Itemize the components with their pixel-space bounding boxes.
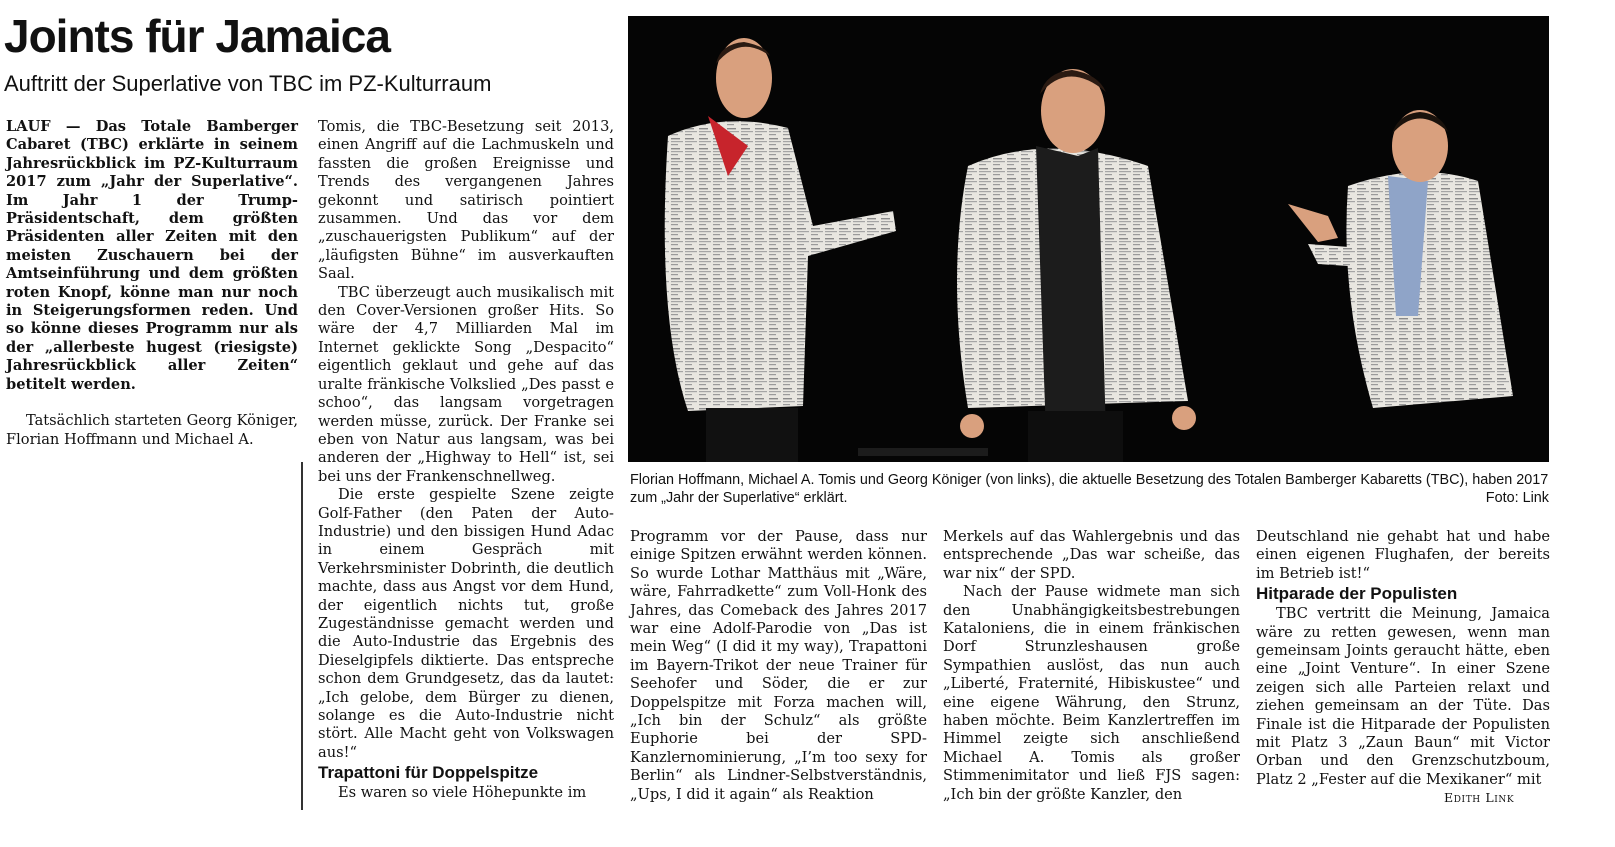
body-paragraph: Deutschland nie gehabt hat und habe einen eigenen Flughafen, der bereits im Betrieb ist!“ [1256,528,1550,582]
body-paragraph: Die erste gespielte Szene zeigte Golf-Father (den Paten der Auto-Industrie) und den bissigen Hund Adac in einem Gespräch mit Verkehrsminister Dobrinth, die deutlich machte, dass aus Angst vor dem Hund, der eigentlich nichts tut, große Zugeständnisse gemacht werden und die Auto-Industrie das Ergebnis des Dieselgipfels diktierte. Das entspreche schon dem Grundgesetz, das da lautet: „Ich gelobe, dem Bürger zu dienen, solange es die Auto-Industrie nicht stört. Alle Macht geht von Volkswagen aus!“ [318,486,614,761]
text-column-5 [1256,528,1550,789]
performers-illustration [628,16,1549,462]
headline: Joints für Jamaica [4,10,390,62]
subheading: Trapattoni für Doppelspitze [318,763,539,783]
subheadline: Auftritt der Superlative von TBC im PZ-Kulturraum [4,71,492,96]
body-paragraph: TBC überzeugt auch musikalisch mit den Cover-Versionen großer Hits. So wäre der 4,7 Milliarden Mal im Internet geklickte Song „Despacito“ eigentlich geklaut und gehe auf das uralte fränkische Volkslied „Des passt e schoo“, das langsam vorgetragen werden müsse, zurück. Der Franke sei eben von Natur aus langsam, was bei anderen der „Highway to Hell“ ist, sei bei uns der Frankenschnellweg. [318,283,614,485]
column-rule [301,462,303,810]
text-column-4 [943,528,1240,804]
photo-credit: Foto: Link [1485,489,1549,506]
body-paragraph: Tatsächlich starteten Georg Königer, Florian Hoffmann und Michael A. [6,412,298,448]
subheading: Hitparade der Populisten [1256,584,1458,604]
text-column-1 [6,118,298,449]
lead-paragraph: LAUF — Das Totale Bamberger Cabaret (TBC) erklärte in seinem Jahresrückblick im PZ-Kulturraum 2017 zum „Jahr der Superlative“. Im Jahr 1 der Trump-Präsidentschaft, dem größten Präsidenten aller Zeiten mit den meisten Zuschauern bei der Amtseinführung und dem größten roten Knopf, könne man nur noch in Steigerungsformen reden. Und so könne dieses Programm nur als der „allerbeste hugest (riesigste) Jahresrückblick aller Zeiten“ betitelt werden. [6,118,298,393]
body-paragraph: Programm vor der Pause, dass nur einige Spitzen erwähnt werden können. So wurde Lothar Matthäus mit „Wäre, wäre, Fahrradkette“ zum Voll-Honk des Jahres, das Comeback des Jahres 2017 war eine Adolf-Parodie von „Das ist mein Weg“ (I did it my way), Trapattoni im Bayern-Trikot der neue Trainer für Seehofer und Söder, die er zur Doppelspitze mit Forza machen will, „Ich bin der Schulz“ als größte Euphorie bei der SPD-Kanzlernominierung, „I’m too sexy for Berlin“ als Lindner-Selbstverständnis, „Ups, I did it again“ als Reaktion [630,528,927,803]
text-column-2 [318,118,614,803]
text-column-3 [630,528,927,804]
body-paragraph: Nach der Pause widmete man sich den Unabhängigkeitsbestrebungen Kataloniens, die in einem fränkischen Dorf Strunzleshausen große Sympathien auslöst, das nun auch „Liberté, Fraternité, Hibiskustee“ und eine eigene Währung, den Strunz, haben möchte. Beim Kanzlertreffen im Himmel zeigte sich anschließend Michael A. Tomis als großer Stimmenimitator und ließ FJS sagen: „Ich bin der größte Kanzler, den [943,583,1240,803]
body-paragraph: TBC vertritt die Meinung, Jamaica wäre zu retten gewesen, wenn man gemeinsam Joints geraucht hätte, eben eine „Joint Venture“. In einer Szene zeigen sich alle Parteien relaxt und ziehen gemeinsam an der Tüte. Das Finale ist die Hitparade der Populisten mit Platz 3 „Zaun Baun“ mit Victor Orban und den Grenzschutzboum, Platz 2 „Fester auf die Mexikaner“ mit [1256,605,1550,788]
stage-photo [628,16,1549,462]
caption-text: Florian Hoffmann, Michael A. Tomis und Georg Königer (von links), die aktuelle Besetzung des Totalen Bamberger Kabaretts (TBC), haben 2017 zum „Jahr der Superlative“ erklärt. [630,472,1549,506]
photo-caption [630,472,1549,507]
body-paragraph: Tomis, die TBC-Besetzung seit 2013, einen Angriff auf die Lachmuskeln und fassten die großen Ereignisse und Trends des vergangenen Jahres gekonnt und satirisch pointiert zusammen. Und das vor dem „zuschauerigsten Publikum“ auf der „läufigsten Bühne“ im ausverkauften Saal. [318,118,614,283]
body-paragraph: Es waren so viele Höhepunkte im [338,784,587,802]
author-name: Edith Link [1444,790,1515,805]
body-paragraph: Merkels auf das Wahlergebnis und das entsprechende „Das war scheiße, das war nix“ der SPD. [943,528,1240,582]
